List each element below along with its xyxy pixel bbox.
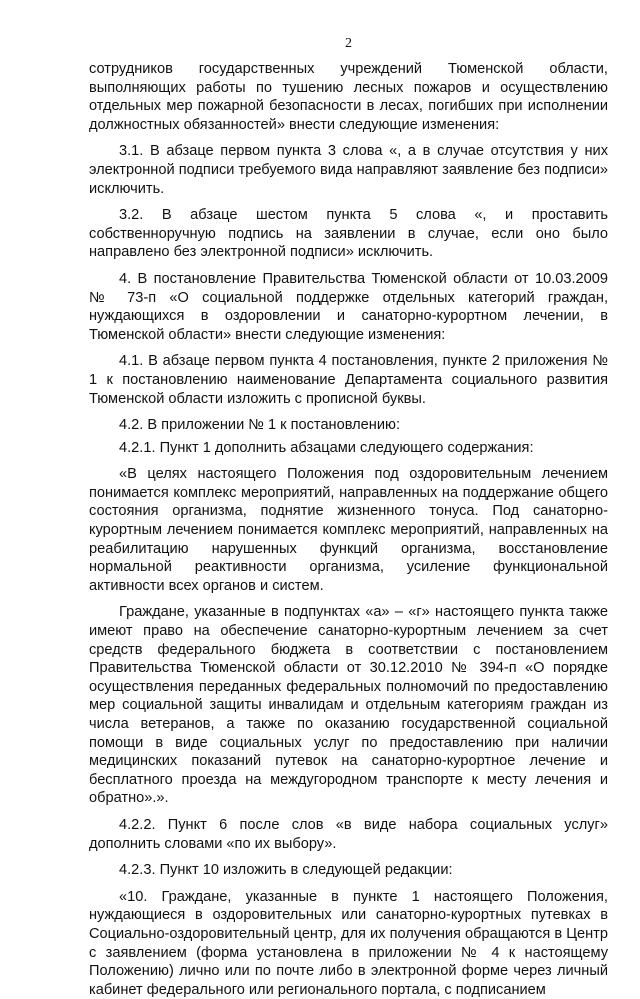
- paragraph-4-2-3: 4.2.3. Пункт 10 изложить в следующей редакции:: [119, 862, 453, 879]
- paragraph-4-2: 4.2. В приложении № 1 к постановлению:: [119, 417, 400, 434]
- paragraph-4-2-1: 4.2.1. Пункт 1 дополнить абзацами следующего содержания:: [119, 439, 534, 456]
- paragraph-quote-definitions: «В целях настоящего Положения под оздоровительным лечением понимается комплекс мероприятий, направленных на поддержание общего состояния организма, поднятие жизненного тонуса. Под санаторно-курортным лечением понимается комплекс мероприятий, направленных на реабилитацию нарушенных функций организма, восстановление нормальной реактивности организма, усиление функциональной активности всех органов и систем.: [89, 466, 608, 594]
- paragraph-quote-citizens: Граждане, указанные в подпунктах «а» – «г» настоящего пункта также имеют право на обеспечение санаторно-курортным лечением за счет средств федерального бюджета в соответствии с постановлением Правительства Тюменской области от 30.12.2010 № 394-п «О порядке осуществления переданных федеральных полномочий по предоставлению мер социальной защиты инвалидам и отдельным категориям граждан из числа ветеранов, а также по оказанию государственной социальной помощи в виде социальных услуг по предоставлению при наличии медицинских показаний путевок на санаторно-курортное лечение и бесплатного проезда на междугородном транспорте к месту лечения и обратно».».: [89, 604, 608, 807]
- paragraph-3-2: 3.2. В абзаце шестом пункта 5 слова «, и проставить собственноручную подпись на заявлении в случае, если оно было направлено без электронной подписи» исключить.: [89, 207, 608, 261]
- paragraph-4-1: 4.1. В абзаце первом пункта 4 постановления, пункте 2 приложения № 1 к постановлению наименование Департамента социального развития Тюменской области изложить с прописной буквы.: [89, 353, 608, 407]
- paragraph-4: 4. В постановление Правительства Тюменской области от 10.03.2009 № 73-п «О социальной поддержке отдельных категорий граждан, нуждающихся в оздоровлении и санаторно-курортном лечении, в Тюменской области» внести следующие изменения:: [89, 270, 608, 343]
- paragraph-intro-continuation: сотрудников государственных учреждений Тюменской области, выполняющих работы по тушению лесных пожаров и осуществлению отдельных мер пожарной безопасности в лесах, погибших при исполнении должностных обязанностей» внести следующие изменения:: [89, 61, 608, 133]
- page-number: 2: [345, 36, 352, 51]
- paragraph-quote-point-10: «10. Граждане, указанные в пункте 1 настоящего Положения, нуждающиеся в оздоровительных или санаторно-курортных путевках в Социально-оздоровительный центр, для их получения обращаются в Центр с заявлением (форма установлена в приложении № 4 к настоящему Положению) лично или по почте либо в электронной форме через личный кабинет федерального или регионального портала, с подписанием: [89, 888, 608, 998]
- paragraph-3-1: 3.1. В абзаце первом пункта 3 слова «, а в случае отсутствия у них электронной подписи требуемого вида направляют заявление без подписи» исключить.: [89, 143, 608, 197]
- paragraph-4-2-2: 4.2.2. Пункт 6 после слов «в виде набора социальных услуг» дополнить словами «по их выбору».: [89, 816, 608, 852]
